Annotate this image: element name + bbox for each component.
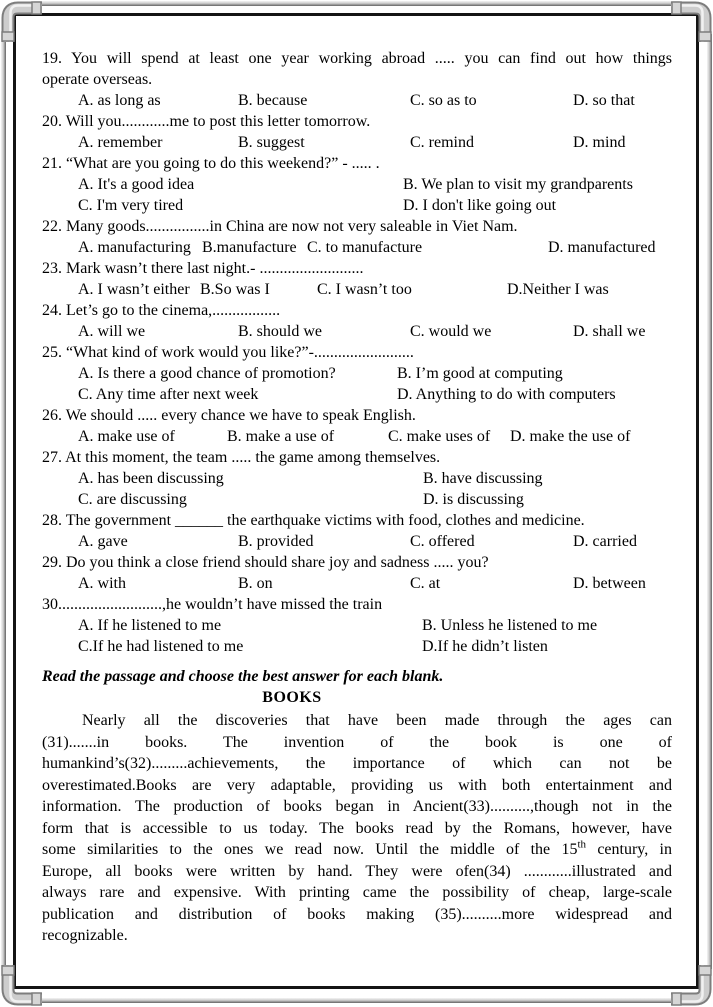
border-edge-right xyxy=(707,34,712,969)
question-26-options xyxy=(42,426,672,447)
question-23-option-d: D.Neither I was xyxy=(507,281,609,298)
passage-line-7 xyxy=(42,839,672,861)
border-edge-top xyxy=(34,1,679,6)
question-28-option-a: A. gave xyxy=(78,533,128,550)
question-28-option-b: B. provided xyxy=(238,533,314,550)
question-19-option-d: D. so that xyxy=(573,92,635,109)
question-27-options-row-2 xyxy=(42,489,672,510)
question-21-options-row-1 xyxy=(42,174,672,195)
question-25-stem: 25. “What kind of work would you like?”-......................... xyxy=(42,344,414,361)
question-24-stem: 24. Let’s go to the cinema,................. xyxy=(42,302,281,319)
passage-line-2: (31).......in books. The invention of the book is one of xyxy=(42,733,672,751)
question-22-option-a: A. manufacturing xyxy=(78,239,191,256)
question-25-option-d: D. Anything to do with computers xyxy=(397,386,616,403)
question-23-option-a: A. I wasn’t either xyxy=(78,281,190,298)
question-29-options xyxy=(42,573,672,594)
passage-line-10: publication and distribution of books making (35)..........more widespread and xyxy=(42,905,672,923)
question-26-option-c: C. make uses of xyxy=(388,428,491,445)
question-28-option-d: D. carried xyxy=(573,533,637,550)
question-30-option-d: D.If he didn’t listen xyxy=(422,638,548,655)
question-20-option-b: B. suggest xyxy=(238,134,305,151)
question-27-stem: 27. At this moment, the team ..... the game among themselves. xyxy=(42,449,441,466)
question-19-option-a: A. as long as xyxy=(78,92,161,109)
question-26-option-d: D. make the use of xyxy=(510,428,631,445)
question-29-option-b: B. on xyxy=(238,575,273,592)
passage-line-6: form that is accessible to us today. The books read by the Romans, however, have xyxy=(42,819,672,837)
test-content xyxy=(16,16,696,986)
question-21-stem: 21. “What are you going to do this weekend?” - ..... . xyxy=(42,155,380,172)
border-corner-top-left xyxy=(0,0,42,42)
border-edge-bottom xyxy=(34,998,679,1003)
question-21-option-b: B. We plan to visit my grandparents xyxy=(403,176,633,193)
question-22-options xyxy=(42,237,672,258)
question-27-option-c: C. are discussing xyxy=(78,491,187,508)
passage-line-11: recognizable. xyxy=(42,927,128,944)
question-24-option-c: C. would we xyxy=(410,323,492,340)
question-22-option-c: C. to manufacture xyxy=(307,239,423,256)
question-27-option-b: B. have discussing xyxy=(423,470,543,487)
passage-line-7-tail: century, in xyxy=(597,841,673,858)
question-28-stem: 28. The government ______ the earthquake victims with food, clothes and medicine. xyxy=(42,512,585,529)
passage-title: BOOKS xyxy=(262,689,322,706)
question-19-stem-line-2: operate overseas. xyxy=(42,71,153,88)
question-27-option-a: A. has been discussing xyxy=(78,470,224,487)
question-29-stem: 29. Do you think a close friend should share joy and sadness ..... you? xyxy=(42,554,489,571)
question-19-option-b: B. because xyxy=(238,92,308,109)
question-29-option-c: C. at xyxy=(410,575,441,592)
passage-line-8: Europe, all books were written by hand. They were ofen(34) ............illustrated and xyxy=(42,862,672,880)
question-20-option-a: A. remember xyxy=(78,134,163,151)
ordinal-superscript: th xyxy=(577,838,587,851)
passage-line-4: overestimated.Books are very adaptable, providing us with both entertainment and xyxy=(42,776,672,794)
question-30-options-row-2 xyxy=(42,636,672,657)
question-19-options xyxy=(42,90,672,111)
question-20-options xyxy=(42,132,672,153)
border-corner-bottom-right xyxy=(671,965,713,1007)
question-23-options xyxy=(42,279,672,300)
question-20-option-c: C. remind xyxy=(410,134,474,151)
question-21-option-c: C. I'm very tired xyxy=(78,197,184,214)
question-27-options-row-1 xyxy=(42,468,672,489)
question-24-options xyxy=(42,321,672,342)
question-22-stem: 22. Many goods................in China are now not very saleable in Viet Nam. xyxy=(42,218,518,235)
question-30-option-b: B. Unless he listened to me xyxy=(422,617,598,634)
border-corner-bottom-left xyxy=(0,965,42,1007)
passage-line-7-text: some similarities to the ones we read now. Until the middle of the 15 xyxy=(42,841,578,858)
question-30-options-row-1 xyxy=(42,615,672,636)
passage-line-9: always rare and expensive. With printing came the possibility of cheap, large-scale xyxy=(42,884,672,901)
question-30-option-a: A. If he listened to me xyxy=(78,617,222,634)
question-27-option-d: D. is discussing xyxy=(423,491,524,508)
reading-passage xyxy=(42,710,672,947)
question-29-option-d: D. between xyxy=(573,575,646,592)
question-25-options-row-2 xyxy=(42,384,672,405)
question-25-option-b: B. I’m good at computing xyxy=(397,365,563,382)
question-20-stem: 20. Will you............me to post this letter tomorrow. xyxy=(42,113,371,130)
question-20-option-d: D. mind xyxy=(573,134,626,151)
reading-instruction: Read the passage and choose the best answer for each blank. xyxy=(42,668,444,685)
passage-line-1: Nearly all the discoveries that have been made through the ages can xyxy=(82,712,672,729)
passage-line-5: information. The production of books began in Ancient(33)..........,though not in the xyxy=(42,798,672,815)
question-21-option-d: D. I don't like going out xyxy=(403,197,557,214)
question-26-stem: 26. We should ..... every chance we have to speak English. xyxy=(42,407,416,424)
question-22-option-d: D. manufactured xyxy=(548,239,656,256)
question-21-options-row-2 xyxy=(42,195,672,216)
question-28-option-c: C. offered xyxy=(410,533,475,550)
question-25-option-a: A. Is there a good chance of promotion? xyxy=(78,365,336,382)
question-25-options-row-1 xyxy=(42,363,672,384)
question-23-stem: 23. Mark wasn’t there last night.- .......................... xyxy=(42,260,364,277)
question-28-options xyxy=(42,531,672,552)
question-26-option-b: B. make a use of xyxy=(227,428,335,445)
question-19-option-c: C. so as to xyxy=(410,92,477,109)
question-24-option-a: A. will we xyxy=(78,323,146,340)
question-29-option-a: A. with xyxy=(78,575,126,592)
question-19-stem-line-1: 19. You will spend at least one year working abroad ..... you can find out how things xyxy=(42,50,672,67)
question-24-option-d: D. shall we xyxy=(573,323,646,340)
question-23-option-b: B.So was I xyxy=(200,281,270,298)
question-25-option-c: C. Any time after next week xyxy=(78,386,259,403)
question-24-option-b: B. should we xyxy=(238,323,322,340)
border-edge-left xyxy=(1,34,6,969)
question-26-option-a: A. make use of xyxy=(78,428,175,445)
question-30-stem: 30..........................,he wouldn’t have missed the train xyxy=(42,596,383,613)
passage-line-3: humankind’s(32).........achievements, the importance of which can not be xyxy=(42,755,672,772)
question-23-option-c: C. I wasn’t too xyxy=(317,281,412,298)
question-30-option-c: C.If he had listened to me xyxy=(78,638,244,655)
question-21-option-a: A. It's a good idea xyxy=(78,176,195,193)
border-corner-top-right xyxy=(671,0,713,42)
question-22-option-b: B.manufacture xyxy=(202,239,297,256)
